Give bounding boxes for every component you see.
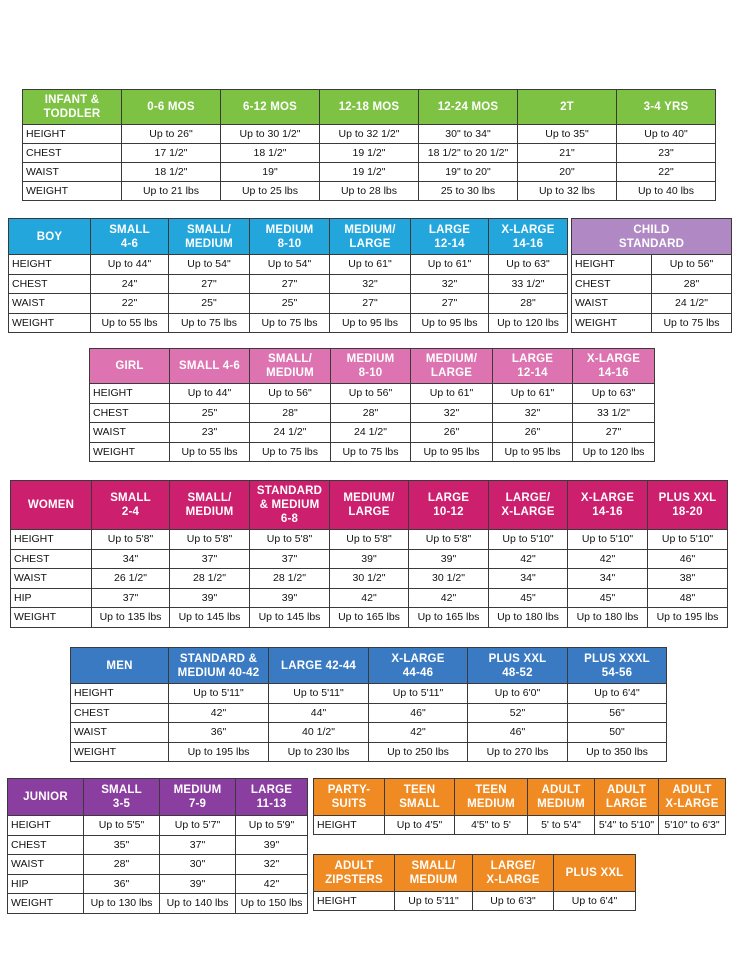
measurement-label: WAIST — [572, 294, 652, 314]
measurement-label: CHEST — [8, 835, 84, 855]
table-cell: 46" — [648, 549, 728, 569]
size-header: PLUS XXL 18-20 — [648, 481, 728, 530]
table-cell: 5'4" to 5'10" — [595, 816, 659, 835]
table-cell: 44" — [269, 703, 369, 723]
women-size-table — [10, 480, 728, 628]
size-header: MEDIUM/ LARGE — [411, 349, 493, 384]
measurement-label: CHEST — [23, 144, 122, 163]
measurement-label: HEIGHT — [8, 816, 84, 836]
size-header: MEDIUM 7-9 — [160, 779, 236, 816]
size-header: 6-12 MOS — [221, 90, 320, 125]
table-cell: 46" — [369, 703, 468, 723]
table-row — [90, 442, 655, 462]
table-cell: Up to 44" — [91, 255, 169, 275]
table-cell: 19 1/2" — [320, 163, 419, 182]
size-header: X-LARGE 14-16 — [568, 481, 648, 530]
table-cell: Up to 75 lbs — [331, 442, 411, 462]
table-cell: Up to 56" — [331, 384, 411, 404]
size-header: SMALL/ MEDIUM — [250, 349, 331, 384]
size-header: MEDIUM 8-10 — [331, 349, 411, 384]
header-row — [71, 648, 667, 684]
table-cell: 45" — [489, 588, 568, 608]
measurement-label: WAIST — [23, 163, 122, 182]
measurement-label: HEIGHT — [23, 125, 122, 144]
measurement-label: HEIGHT — [572, 255, 652, 275]
table-cell: Up to 165 lbs — [409, 608, 489, 628]
table-row — [71, 723, 667, 743]
table-row — [90, 384, 655, 404]
size-header: PLUS XXL — [554, 855, 636, 892]
table-cell: 22" — [617, 163, 716, 182]
size-header: MEDIUM 8-10 — [250, 219, 330, 255]
table-cell: Up to 30 1/2" — [221, 125, 320, 144]
table-cell: 19" to 20" — [419, 163, 518, 182]
table-cell: Up to 5'10" — [489, 530, 568, 550]
table-cell: Up to 35" — [518, 125, 617, 144]
table-cell: 42" — [409, 588, 489, 608]
table-cell: Up to 95 lbs — [411, 313, 489, 333]
table-cell: 25 to 30 lbs — [419, 182, 518, 201]
table-cell: Up to 180 lbs — [568, 608, 648, 628]
table-cell: Up to 61" — [411, 384, 493, 404]
table-row — [23, 144, 716, 163]
table-cell: Up to 5'8" — [92, 530, 170, 550]
measurement-label: WEIGHT — [9, 313, 91, 333]
table-cell: 18 1/2" to 20 1/2" — [419, 144, 518, 163]
table-cell: 18 1/2" — [122, 163, 221, 182]
measurement-label: HIP — [11, 588, 92, 608]
adult-zipsters-size-table — [313, 854, 636, 911]
header-row — [11, 481, 728, 530]
table-cell: 39" — [170, 588, 250, 608]
size-header: SMALL 3-5 — [84, 779, 160, 816]
table-cell: 18 1/2" — [221, 144, 320, 163]
table-cell: 19" — [221, 163, 320, 182]
table-cell: 20" — [518, 163, 617, 182]
size-header: STANDARD & MEDIUM 6-8 — [250, 481, 330, 530]
size-header: SMALL 4-6 — [170, 349, 250, 384]
size-header: 12-24 MOS — [419, 90, 518, 125]
table-cell: 26" — [493, 423, 573, 443]
table-row — [314, 892, 636, 911]
table-cell: Up to 150 lbs — [236, 894, 308, 914]
table-cell: Up to 26" — [122, 125, 221, 144]
table-cell: Up to 6'3" — [473, 892, 554, 911]
table-cell: 28" — [250, 403, 331, 423]
table-row — [71, 742, 667, 762]
table-cell: 25" — [170, 403, 250, 423]
table-cell: 23" — [170, 423, 250, 443]
table-cell: Up to 63" — [489, 255, 568, 275]
size-header: 2T — [518, 90, 617, 125]
table-cell: Up to 250 lbs — [369, 742, 468, 762]
table-cell: Up to 75 lbs — [250, 313, 330, 333]
table-cell: Up to 5'11" — [369, 684, 468, 704]
table-cell: 39" — [330, 549, 409, 569]
table-cell: 27" — [411, 294, 489, 314]
table-cell: Up to 55 lbs — [170, 442, 250, 462]
table-cell: 32" — [493, 403, 573, 423]
measurement-label: WAIST — [8, 855, 84, 875]
table-cell: 46" — [468, 723, 568, 743]
category-header: BOY — [9, 219, 91, 255]
table-cell: 27" — [573, 423, 655, 443]
table-cell: 52" — [468, 703, 568, 723]
size-header: SMALL 2-4 — [92, 481, 170, 530]
measurement-label: HEIGHT — [11, 530, 92, 550]
category-header: MEN — [71, 648, 169, 684]
table-cell: Up to 54" — [169, 255, 250, 275]
table-cell: Up to 350 lbs — [568, 742, 667, 762]
table-cell: Up to 61" — [330, 255, 411, 275]
table-cell: 28" — [652, 274, 732, 294]
measurement-label: WAIST — [11, 569, 92, 589]
table-row — [572, 274, 732, 294]
header-row — [23, 90, 716, 125]
table-cell: 34" — [489, 569, 568, 589]
table-cell: Up to 135 lbs — [92, 608, 170, 628]
size-header: SMALL/ MEDIUM — [170, 481, 250, 530]
measurement-label: CHEST — [71, 703, 169, 723]
size-header: X-LARGE 44-46 — [369, 648, 468, 684]
size-header: LARGE 10-12 — [409, 481, 489, 530]
table-cell: 27" — [169, 274, 250, 294]
table-cell: 33 1/2" — [489, 274, 568, 294]
table-cell: Up to 32 lbs — [518, 182, 617, 201]
table-cell: Up to 56" — [250, 384, 331, 404]
header-row — [8, 779, 308, 816]
table-cell: 25" — [169, 294, 250, 314]
men-size-table — [70, 647, 667, 762]
table-cell: Up to 55 lbs — [91, 313, 169, 333]
table-cell: 48" — [648, 588, 728, 608]
table-cell: 42" — [489, 549, 568, 569]
table-row — [9, 274, 568, 294]
table-cell: Up to 61" — [493, 384, 573, 404]
table-cell: 28 1/2" — [250, 569, 330, 589]
measurement-label: HEIGHT — [314, 892, 395, 911]
table-cell: Up to 6'4" — [568, 684, 667, 704]
table-cell: Up to 5'8" — [330, 530, 409, 550]
table-cell: 28" — [489, 294, 568, 314]
table-cell: Up to 63" — [573, 384, 655, 404]
table-row — [90, 403, 655, 423]
table-row — [71, 703, 667, 723]
table-cell: Up to 4'5" — [385, 816, 455, 835]
table-cell: 30 1/2" — [409, 569, 489, 589]
category-header: JUNIOR — [8, 779, 84, 816]
size-header: LARGE 12-14 — [493, 349, 573, 384]
table-cell: Up to 40" — [617, 125, 716, 144]
table-cell: 39" — [250, 588, 330, 608]
table-cell: 42" — [169, 703, 269, 723]
table-cell: Up to 5'8" — [170, 530, 250, 550]
junior-size-table — [7, 778, 308, 914]
measurement-label: CHEST — [90, 403, 170, 423]
size-header: ADULT X-LARGE — [659, 779, 726, 816]
table-cell: 19 1/2" — [320, 144, 419, 163]
table-cell: 36" — [84, 874, 160, 894]
measurement-label: WEIGHT — [11, 608, 92, 628]
table-row — [11, 549, 728, 569]
table-cell: Up to 95 lbs — [493, 442, 573, 462]
table-cell: Up to 120 lbs — [489, 313, 568, 333]
table-cell: 26" — [411, 423, 493, 443]
category-header: WOMEN — [11, 481, 92, 530]
table-cell: 35" — [84, 835, 160, 855]
table-cell: 32" — [411, 403, 493, 423]
size-header: SMALL/ MEDIUM — [169, 219, 250, 255]
measurement-label: WAIST — [71, 723, 169, 743]
table-cell: 27" — [250, 274, 330, 294]
table-cell: Up to 195 lbs — [648, 608, 728, 628]
table-row — [11, 608, 728, 628]
table-cell: 5' to 5'4" — [528, 816, 595, 835]
table-cell: Up to 195 lbs — [169, 742, 269, 762]
measurement-label: WAIST — [9, 294, 91, 314]
size-header: TEEN MEDIUM — [455, 779, 528, 816]
table-cell: Up to 140 lbs — [160, 894, 236, 914]
table-cell: 37" — [160, 835, 236, 855]
table-cell: 28" — [84, 855, 160, 875]
table-cell: 33 1/2" — [573, 403, 655, 423]
measurement-label: CHEST — [9, 274, 91, 294]
table-cell: 32" — [411, 274, 489, 294]
header-row — [9, 219, 568, 255]
table-cell: Up to 270 lbs — [468, 742, 568, 762]
table-cell: Up to 75 lbs — [169, 313, 250, 333]
measurement-label: HEIGHT — [9, 255, 91, 275]
table-row — [9, 255, 568, 275]
table-cell: Up to 44" — [170, 384, 250, 404]
child-standard-size-table — [571, 218, 732, 333]
table-cell: Up to 61" — [411, 255, 489, 275]
table-cell: Up to 5'11" — [269, 684, 369, 704]
size-header: SMALL 4-6 — [91, 219, 169, 255]
table-cell: Up to 6'0" — [468, 684, 568, 704]
header-row — [314, 855, 636, 892]
table-row — [71, 684, 667, 704]
table-cell: 39" — [160, 874, 236, 894]
table-cell: 38" — [648, 569, 728, 589]
table-cell: 37" — [170, 549, 250, 569]
table-row — [23, 125, 716, 144]
table-cell: 56" — [568, 703, 667, 723]
category-header: CHILD STANDARD — [572, 219, 732, 255]
table-cell: 50" — [568, 723, 667, 743]
header-row — [90, 349, 655, 384]
size-header: ADULT LARGE — [595, 779, 659, 816]
table-cell: Up to 40 lbs — [617, 182, 716, 201]
party-suits-size-table — [313, 778, 726, 835]
size-header: TEEN SMALL — [385, 779, 455, 816]
table-cell: 17 1/2" — [122, 144, 221, 163]
table-row — [572, 255, 732, 275]
category-header: GIRL — [90, 349, 170, 384]
size-header: LARGE/ X-LARGE — [473, 855, 554, 892]
table-cell: 45" — [568, 588, 648, 608]
header-row — [572, 219, 732, 255]
measurement-label: HIP — [8, 874, 84, 894]
table-cell: Up to 95 lbs — [330, 313, 411, 333]
table-cell: Up to 75 lbs — [652, 313, 732, 333]
infant-toddler-size-table — [22, 89, 716, 201]
size-header: PLUS XXL 48-52 — [468, 648, 568, 684]
size-header: STANDARD & MEDIUM 40-42 — [169, 648, 269, 684]
girl-size-table — [89, 348, 655, 462]
table-cell: Up to 6'4" — [554, 892, 636, 911]
table-cell: 42" — [369, 723, 468, 743]
table-cell: 21" — [518, 144, 617, 163]
size-header: SMALL/ MEDIUM — [395, 855, 473, 892]
table-row — [23, 163, 716, 182]
table-cell: 30" to 34" — [419, 125, 518, 144]
measurement-label: HEIGHT — [314, 816, 385, 835]
size-header: PLUS XXXL 54-56 — [568, 648, 667, 684]
table-cell: 5'10" to 6'3" — [659, 816, 726, 835]
table-cell: 24 1/2" — [331, 423, 411, 443]
size-header: 3-4 YRS — [617, 90, 716, 125]
table-cell: Up to 130 lbs — [84, 894, 160, 914]
table-cell: Up to 165 lbs — [330, 608, 409, 628]
table-row — [8, 835, 308, 855]
table-row — [314, 816, 726, 835]
measurement-label: CHEST — [572, 274, 652, 294]
category-header: INFANT & TODDLER — [23, 90, 122, 125]
table-cell: Up to 28 lbs — [320, 182, 419, 201]
table-cell: 34" — [568, 569, 648, 589]
table-cell: 32" — [236, 855, 308, 875]
table-cell: Up to 75 lbs — [250, 442, 331, 462]
measurement-label: WEIGHT — [8, 894, 84, 914]
table-cell: Up to 5'7" — [160, 816, 236, 836]
table-row — [8, 894, 308, 914]
table-cell: 32" — [330, 274, 411, 294]
size-header: X-LARGE 14-16 — [573, 349, 655, 384]
header-row — [314, 779, 726, 816]
table-cell: 37" — [92, 588, 170, 608]
table-cell: 36" — [169, 723, 269, 743]
table-cell: Up to 230 lbs — [269, 742, 369, 762]
size-header: MEDIUM/ LARGE — [330, 481, 409, 530]
table-row — [90, 423, 655, 443]
table-cell: 34" — [92, 549, 170, 569]
table-cell: Up to 120 lbs — [573, 442, 655, 462]
table-cell: 4'5" to 5' — [455, 816, 528, 835]
table-row — [572, 294, 732, 314]
table-cell: 28 1/2" — [170, 569, 250, 589]
table-cell: 24 1/2" — [250, 423, 331, 443]
size-header: ADULT MEDIUM — [528, 779, 595, 816]
table-cell: 26 1/2" — [92, 569, 170, 589]
table-cell: 27" — [330, 294, 411, 314]
table-cell: 40 1/2" — [269, 723, 369, 743]
table-cell: Up to 145 lbs — [170, 608, 250, 628]
table-row — [572, 313, 732, 333]
table-cell: Up to 5'10" — [648, 530, 728, 550]
table-cell: 23" — [617, 144, 716, 163]
table-row — [11, 569, 728, 589]
size-header: LARGE 12-14 — [411, 219, 489, 255]
size-header: 12-18 MOS — [320, 90, 419, 125]
table-cell: Up to 25 lbs — [221, 182, 320, 201]
boy-size-table — [8, 218, 568, 333]
size-header: 0-6 MOS — [122, 90, 221, 125]
measurement-label: CHEST — [11, 549, 92, 569]
size-header: X-LARGE 14-16 — [489, 219, 568, 255]
table-cell: Up to 5'11" — [169, 684, 269, 704]
table-cell: 24 1/2" — [652, 294, 732, 314]
size-header: LARGE/ X-LARGE — [489, 481, 568, 530]
table-cell: 42" — [330, 588, 409, 608]
measurement-label: WEIGHT — [71, 742, 169, 762]
measurement-label: HEIGHT — [71, 684, 169, 704]
table-cell: Up to 5'11" — [395, 892, 473, 911]
table-cell: Up to 5'9" — [236, 816, 308, 836]
table-cell: 37" — [250, 549, 330, 569]
table-cell: Up to 95 lbs — [411, 442, 493, 462]
measurement-label: WEIGHT — [90, 442, 170, 462]
table-cell: Up to 21 lbs — [122, 182, 221, 201]
measurement-label: WEIGHT — [23, 182, 122, 201]
category-header: ADULT ZIPSTERS — [314, 855, 395, 892]
table-cell: Up to 56" — [652, 255, 732, 275]
table-row — [11, 588, 728, 608]
table-row — [8, 816, 308, 836]
table-row — [8, 855, 308, 875]
table-cell: 42" — [568, 549, 648, 569]
category-header: PARTY- SUITS — [314, 779, 385, 816]
table-cell: Up to 145 lbs — [250, 608, 330, 628]
table-cell: Up to 5'10" — [568, 530, 648, 550]
table-cell: 24" — [91, 274, 169, 294]
table-cell: 28" — [331, 403, 411, 423]
table-cell: 30" — [160, 855, 236, 875]
table-row — [8, 874, 308, 894]
table-cell: Up to 32 1/2" — [320, 125, 419, 144]
table-row — [9, 294, 568, 314]
measurement-label: HEIGHT — [90, 384, 170, 404]
measurement-label: WEIGHT — [572, 313, 652, 333]
table-cell: Up to 54" — [250, 255, 330, 275]
table-cell: 22" — [91, 294, 169, 314]
table-cell: Up to 5'8" — [409, 530, 489, 550]
size-header: LARGE 42-44 — [269, 648, 369, 684]
table-cell: 30 1/2" — [330, 569, 409, 589]
table-cell: 39" — [236, 835, 308, 855]
size-header: MEDIUM/ LARGE — [330, 219, 411, 255]
table-cell: Up to 5'5" — [84, 816, 160, 836]
table-cell: Up to 5'8" — [250, 530, 330, 550]
table-row — [9, 313, 568, 333]
table-cell: 25" — [250, 294, 330, 314]
size-header: LARGE 11-13 — [236, 779, 308, 816]
table-row — [23, 182, 716, 201]
table-row — [11, 530, 728, 550]
table-cell: Up to 180 lbs — [489, 608, 568, 628]
table-cell: 42" — [236, 874, 308, 894]
measurement-label: WAIST — [90, 423, 170, 443]
table-cell: 39" — [409, 549, 489, 569]
